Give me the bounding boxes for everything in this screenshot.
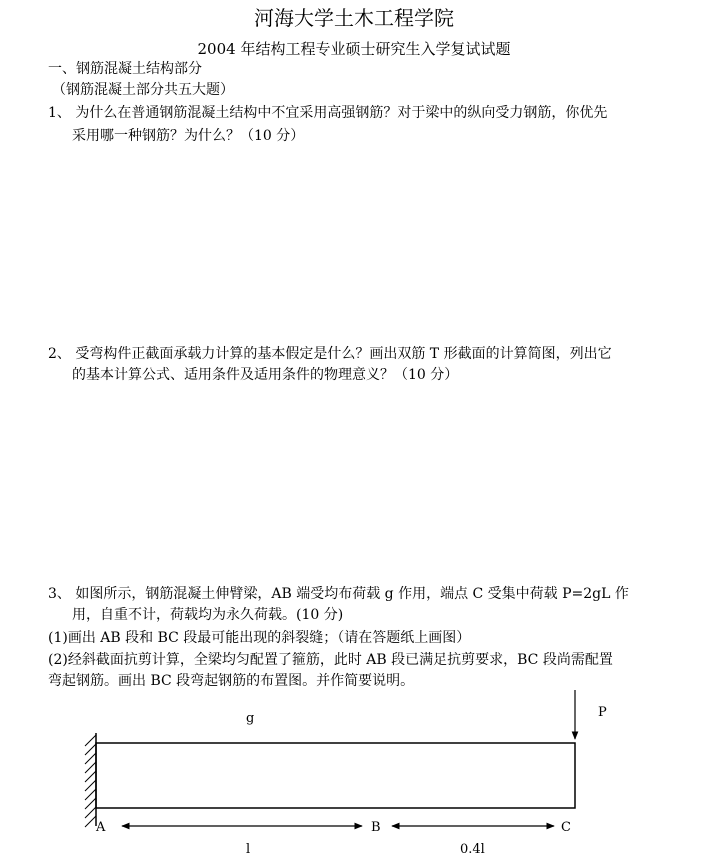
load-g-label: g bbox=[246, 711, 255, 726]
beam-body bbox=[96, 743, 575, 808]
q3-line1: 3、 如图所示，钢筋混凝土伸臂梁，AB 端受均布荷载 g 作用，端点 C 受集中荷载 P=2gL 作 bbox=[48, 586, 629, 602]
load-p-label: P bbox=[598, 705, 607, 720]
point-a-label: A bbox=[96, 820, 106, 835]
q3-part2-line1: (2)经斜截面抗剪计算，全梁均匀配置了箍筋，此时 AB 段已满足抗剪要求，BC 段尚需配置 bbox=[48, 652, 613, 668]
q2-line2: 的基本计算公式、适用条件及适用条件的物理意义？（10 分） bbox=[72, 367, 459, 383]
q1-line2: 采用哪一种钢筋？为什么？（10 分） bbox=[72, 128, 305, 144]
section-heading: 一、钢筋混凝土结构部分 bbox=[48, 61, 202, 77]
q3-part1: (1)画出 AB 段和 BC 段最可能出现的斜裂缝；（请在答题纸上画图） bbox=[48, 630, 471, 646]
span-ab-label: l bbox=[246, 842, 251, 857]
point-b-label: B bbox=[371, 820, 381, 835]
q3-line2: 用，自重不计，荷载均为永久荷载。(10 分) bbox=[72, 607, 344, 623]
school-title: 河海大学土木工程学院 bbox=[254, 6, 454, 30]
q2-line1: 2、 受弯构件正截面承载力计算的基本假定是什么？画出双筋 T 形截面的计算简图，列出它 bbox=[48, 346, 612, 362]
point-c-label: C bbox=[561, 820, 571, 835]
q1-line1: 1、 为什么在普通钢筋混凝土结构中不宜采用高强钢筋？对于梁中的纵向受力钢筋，你优先 bbox=[48, 105, 608, 121]
q3-part2-line2: 弯起钢筋。画出 BC 段弯起钢筋的布置图。并作简要说明。 bbox=[48, 673, 415, 689]
exam-title: 2004 年结构工程专业硕士研究生入学复试试题 bbox=[197, 40, 511, 58]
fixed-support-hatching bbox=[85, 735, 96, 827]
section-note: （钢筋混凝土部分共五大题） bbox=[52, 82, 234, 98]
span-bc-label: 0.4l bbox=[460, 842, 485, 857]
